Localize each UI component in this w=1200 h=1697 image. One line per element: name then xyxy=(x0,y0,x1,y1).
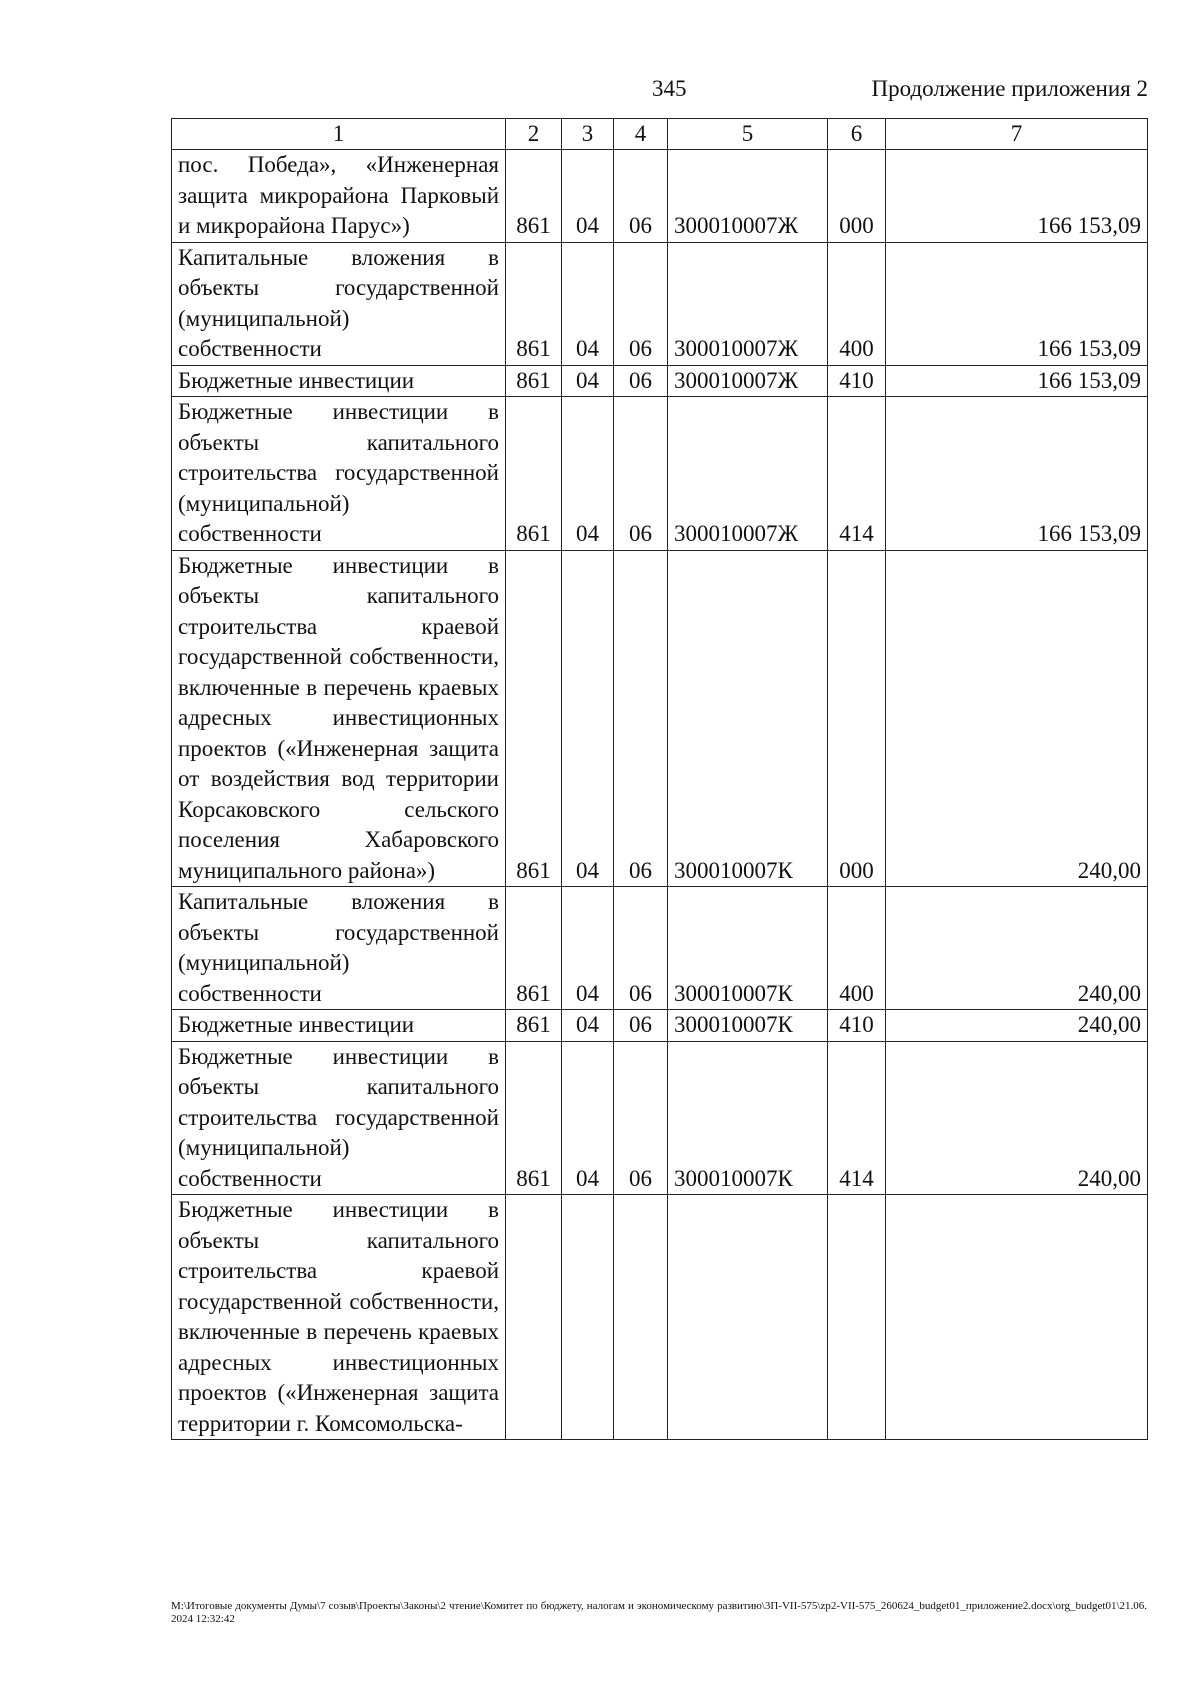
subsection-code: 06 xyxy=(614,1041,668,1195)
target-article-code: 300010007Ж xyxy=(668,397,828,551)
amount: 166 153,09 xyxy=(886,150,1148,243)
section-code xyxy=(562,1195,614,1440)
section-code: 04 xyxy=(562,150,614,243)
ministry-code: 861 xyxy=(506,1041,562,1195)
amount: 240,00 xyxy=(886,550,1148,887)
section-code: 04 xyxy=(562,550,614,887)
subsection-code: 06 xyxy=(614,150,668,243)
row-description: Бюджетные инвестиции в объекты капитального строительства краевой государственной собственности, включенные в перечень краевых адресных инвестиционных проектов («Инженерная защита от воздействия вод территории Корсаковского сельского поселения Хабаровского муниципального района») xyxy=(172,550,506,887)
target-article-code: 300010007К xyxy=(668,1010,828,1042)
table-row xyxy=(172,150,1148,243)
ministry-code: 861 xyxy=(506,550,562,887)
budget-table xyxy=(171,118,1148,1440)
column-header: 3 xyxy=(562,119,614,150)
subsection-code: 06 xyxy=(614,365,668,397)
subsection-code: 06 xyxy=(614,397,668,551)
target-article-code: 300010007К xyxy=(668,550,828,887)
amount: 240,00 xyxy=(886,887,1148,1010)
row-description: Бюджетные инвестиции в объекты капитального строительства краевой государственной собственности, включенные в перечень краевых адресных инвестиционных проектов («Инженерная защита территории г. Комсомольска- xyxy=(172,1195,506,1440)
ministry-code: 861 xyxy=(506,397,562,551)
row-description: Бюджетные инвестиции xyxy=(172,1010,506,1042)
amount: 240,00 xyxy=(886,1010,1148,1042)
row-description: Бюджетные инвестиции в объекты капитального строительства государственной (муниципальной) собственности xyxy=(172,397,506,551)
subsection-code xyxy=(614,1195,668,1440)
ministry-code: 861 xyxy=(506,242,562,365)
table-row xyxy=(172,1010,1148,1042)
column-header: 5 xyxy=(668,119,828,150)
amount xyxy=(886,1195,1148,1440)
column-header: 4 xyxy=(614,119,668,150)
row-description: Бюджетные инвестиции xyxy=(172,365,506,397)
target-article-code: 300010007Ж xyxy=(668,242,828,365)
amount: 166 153,09 xyxy=(886,365,1148,397)
table-header-row xyxy=(172,119,1148,150)
ministry-code xyxy=(506,1195,562,1440)
ministry-code: 861 xyxy=(506,1010,562,1042)
document-path-footer: M:\Итоговые документы Думы\7 созыв\Проекты\Законы\2 чтение\Комитет по бюджету, налогам и экономическому развитию\3П-VII-575\zp2-VII-575_260624_budget01_приложение2.docx\org_budget01\21.06.2024 12:32:42 xyxy=(171,1600,1147,1625)
subsection-code: 06 xyxy=(614,550,668,887)
subsection-code: 06 xyxy=(614,887,668,1010)
expense-type-code: 000 xyxy=(828,550,886,887)
table-row xyxy=(172,242,1148,365)
expense-type-code: 410 xyxy=(828,365,886,397)
section-code: 04 xyxy=(562,242,614,365)
row-description: пос. Победа», «Инженерная защита микрорайона Парковый и микрорайона Парус») xyxy=(172,150,506,243)
target-article-code xyxy=(668,1195,828,1440)
amount: 166 153,09 xyxy=(886,242,1148,365)
section-code: 04 xyxy=(562,397,614,551)
subsection-code: 06 xyxy=(614,242,668,365)
column-header: 7 xyxy=(886,119,1148,150)
target-article-code: 300010007Ж xyxy=(668,365,828,397)
section-code: 04 xyxy=(562,887,614,1010)
target-article-code: 300010007К xyxy=(668,887,828,1010)
row-description: Капитальные вложения в объекты государственной (муниципальной) собственности xyxy=(172,887,506,1010)
target-article-code: 300010007К xyxy=(668,1041,828,1195)
expense-type-code: 414 xyxy=(828,397,886,551)
column-header: 6 xyxy=(828,119,886,150)
table-row xyxy=(172,1195,1148,1440)
expense-type-code: 400 xyxy=(828,887,886,1010)
expense-type-code xyxy=(828,1195,886,1440)
row-description: Капитальные вложения в объекты государственной (муниципальной) собственности xyxy=(172,242,506,365)
section-code: 04 xyxy=(562,1041,614,1195)
table-row xyxy=(172,887,1148,1010)
column-header: 2 xyxy=(506,119,562,150)
continuation-label: Продолжение приложения 2 xyxy=(871,76,1148,101)
page-number: 345 xyxy=(652,76,687,101)
ministry-code: 861 xyxy=(506,887,562,1010)
table-row xyxy=(172,365,1148,397)
table-row xyxy=(172,397,1148,551)
column-header: 1 xyxy=(172,119,506,150)
amount: 240,00 xyxy=(886,1041,1148,1195)
target-article-code: 300010007Ж xyxy=(668,150,828,243)
expense-type-code: 410 xyxy=(828,1010,886,1042)
table-row xyxy=(172,550,1148,887)
row-description: Бюджетные инвестиции в объекты капитального строительства государственной (муниципальной) собственности xyxy=(172,1041,506,1195)
expense-type-code: 414 xyxy=(828,1041,886,1195)
section-code: 04 xyxy=(562,365,614,397)
ministry-code: 861 xyxy=(506,150,562,243)
expense-type-code: 400 xyxy=(828,242,886,365)
section-code: 04 xyxy=(562,1010,614,1042)
ministry-code: 861 xyxy=(506,365,562,397)
expense-type-code: 000 xyxy=(828,150,886,243)
subsection-code: 06 xyxy=(614,1010,668,1042)
table-row xyxy=(172,1041,1148,1195)
amount: 166 153,09 xyxy=(886,397,1148,551)
